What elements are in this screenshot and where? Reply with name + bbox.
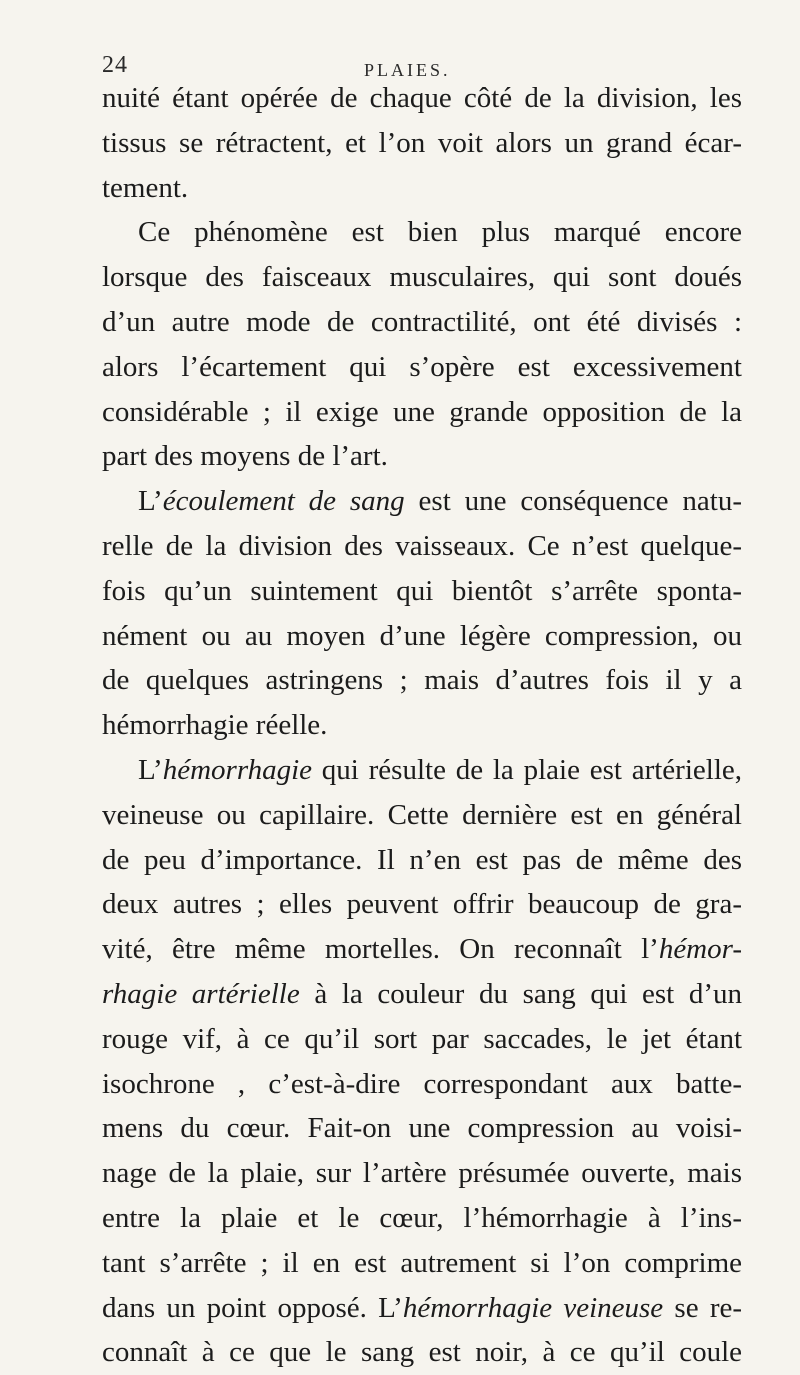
text-line: nuité étant opérée de chaque côté de la division, les [102, 82, 742, 114]
text-line [102, 479, 742, 524]
text-line [102, 1286, 742, 1331]
text-line: veineuse ou capillaire. Cette dernière est en général [102, 798, 742, 831]
running-title: PLAIES. [364, 60, 451, 80]
text-line: lorsque des faisceaux musculaires, qui sont doués [102, 261, 742, 294]
text-line: hémorrhagie réelle. [102, 709, 328, 742]
text-line: relle de la division des vaisseaux. Ce n’est quelque- [102, 529, 742, 562]
text-line [102, 748, 742, 793]
italic-term: hémorrhagie veineuse [402, 1291, 664, 1324]
text-line: deux autres ; elles peuvent offrir beaucoup de gra- [102, 888, 742, 921]
text-run: L’ [138, 485, 163, 518]
text-line: alors l’écartement qui s’opère est excessivement [102, 350, 742, 383]
text-run: qui résulte de la plaie est artérielle, [312, 753, 742, 786]
text-line: fois qu’un suintement qui bientôt s’arrête sponta- [102, 574, 742, 607]
page-number: 24 [102, 52, 128, 78]
text-line: tissus se rétractent, et l’on voit alors un grand écar- [102, 126, 742, 159]
text-run: à la couleur du sang qui est d’un [299, 977, 743, 1010]
text-line: entre la plaie et le cœur, l’hémorrhagie à l’ins- [102, 1201, 742, 1234]
text-line: connaît à ce que le sang est noir, à ce qu’il coule [102, 1336, 742, 1369]
text-line: tement. [102, 171, 189, 204]
text-line [102, 972, 742, 1017]
text-line: de peu d’importance. Il n’en est pas de même des [102, 843, 742, 876]
text-run: dans un point opposé. L’ [102, 1291, 403, 1324]
text-run: est une conséquence natu- [404, 485, 742, 518]
body-text [102, 76, 742, 1375]
italic-term: rhagie artérielle [102, 977, 300, 1010]
text-line: mens du cœur. Fait-on une compression au voisi- [102, 1112, 742, 1145]
text-line: nément ou au moyen d’une légère compression, ou [102, 619, 742, 652]
text-line: de quelques astringens ; mais d’autres fois il y a [102, 664, 742, 697]
text-line: rouge vif, à ce qu’il sort par saccades, le jet étant [102, 1022, 742, 1055]
text-line [102, 927, 742, 972]
text-run: vité, être même mortelles. On reconnaît l’ [102, 933, 659, 966]
text-run: se re- [663, 1291, 742, 1324]
text-line: part des moyens de l’art. [102, 440, 388, 473]
italic-term: hémorrhagie [162, 753, 313, 786]
text-run: L’ [138, 753, 163, 786]
text-line: nage de la plaie, sur l’artère présumée ouverte, mais [102, 1157, 742, 1190]
italic-term: hémor- [658, 933, 742, 966]
italic-term: écoulement de sang [162, 485, 405, 518]
text-line: tant s’arrête ; il en est autrement si l’on comprime [102, 1246, 742, 1279]
text-line: isochrone , c’est-à-dire correspondant aux batte- [102, 1067, 742, 1100]
text-line: Ce phénomène est bien plus marqué encore [138, 216, 742, 249]
text-line: considérable ; il exige une grande opposition de la [102, 395, 742, 428]
text-line: d’un autre mode de contractilité, ont été divisés : [102, 305, 742, 338]
